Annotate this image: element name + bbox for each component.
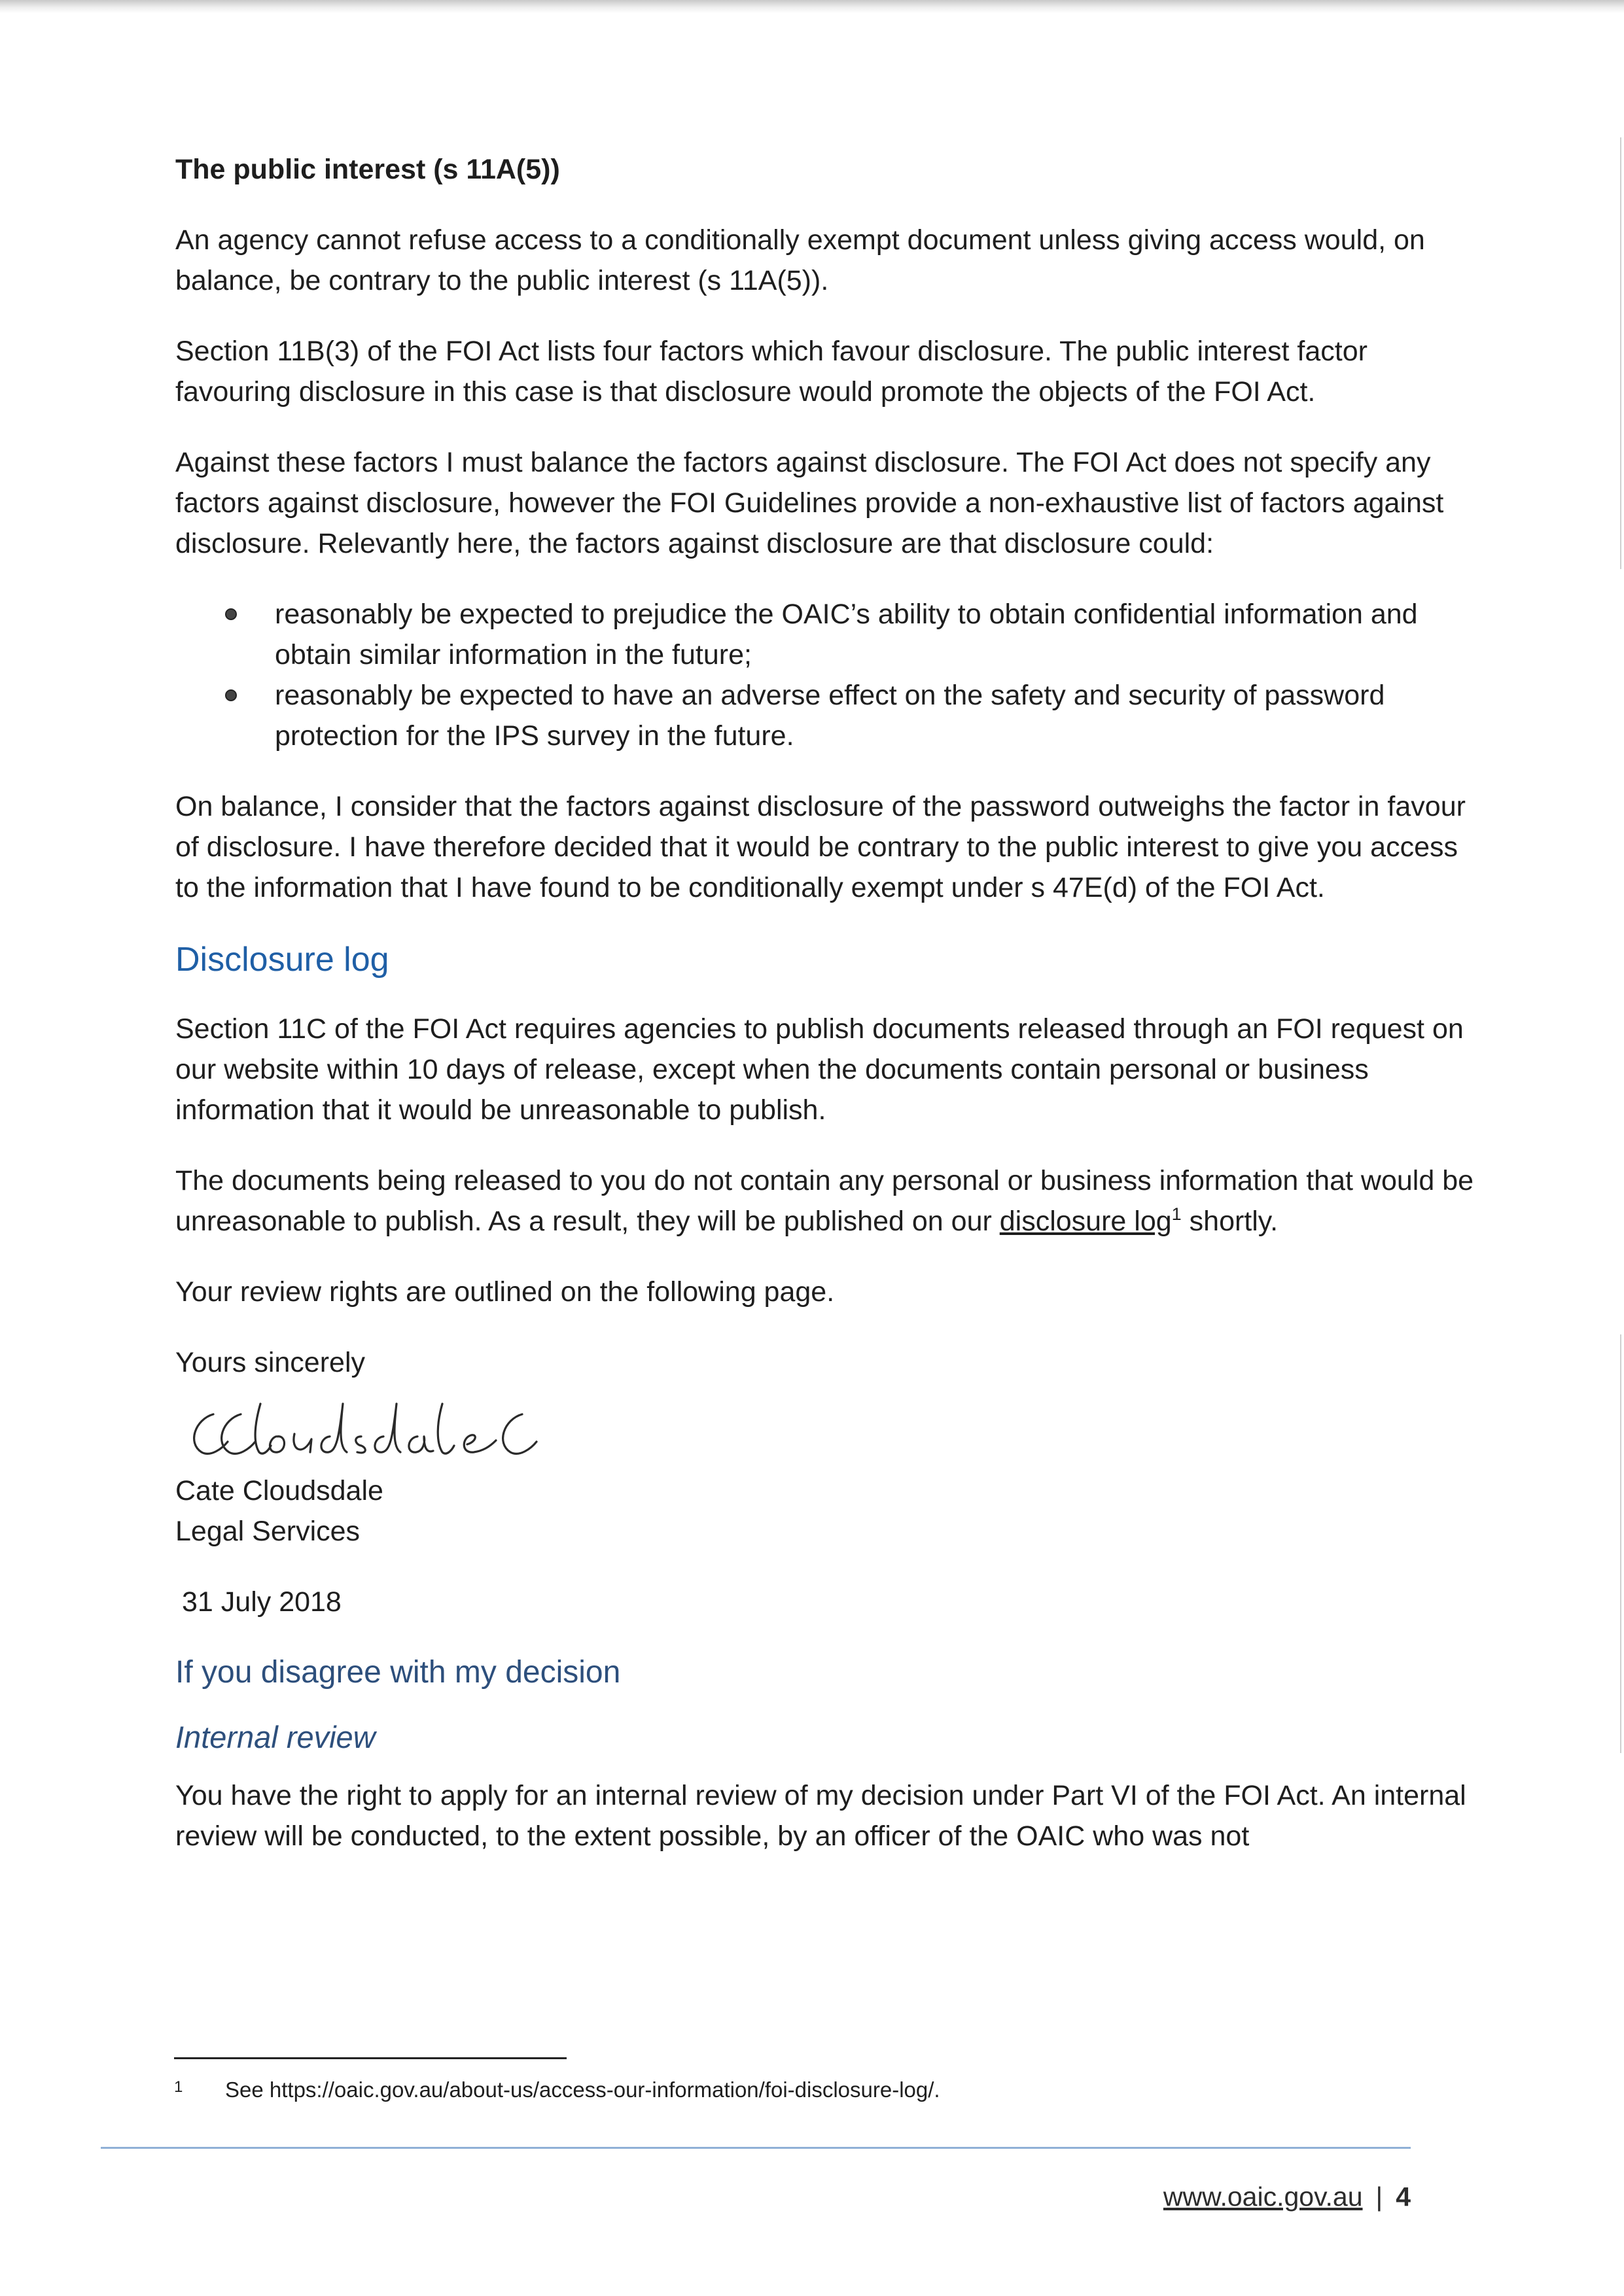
- footer-separator: |: [1375, 2182, 1383, 2212]
- paragraph: Section 11B(3) of the FOI Act lists four factors which favour disclosure. The public interest factor favouring disclosure in this case is that disclosure would promote the objects of the FOI Act.: [175, 336, 1368, 408]
- closing-salutation: Yours sincerely: [175, 1347, 365, 1378]
- paragraph-text: The documents being released to you do not contain any personal or business information that would be unreasonable to publish. As a result, they will be published on our: [175, 1165, 1474, 1237]
- paragraph: You have the right to apply for an internal review of my decision under Part VI of the FOI Act. An internal review will be conducted, to the extent possible, by an officer of the OAIC who was not: [175, 1780, 1466, 1852]
- paragraph: Against these factors I must balance the factors against disclosure. The FOI Act does not specify any factors against disclosure, however the FOI Guidelines provide a non-exhaustive list of factors against disclosure. Relevantly here, the factors against disclosure are that disclosure could:: [175, 447, 1444, 559]
- bullet-icon: [225, 608, 237, 620]
- paragraph: An agency cannot refuse access to a conditionally exempt document unless giving access would, on balance, be contrary to the public interest (s 11A(5)).: [175, 224, 1425, 296]
- letter-body: [175, 149, 1481, 1856]
- handwritten-signature: [182, 1388, 1481, 1467]
- subheading-internal-review: Internal review: [175, 1720, 376, 1754]
- footnote: [174, 2072, 940, 2105]
- letter-date: 31 July 2018: [182, 1586, 342, 1618]
- disclosure-log-link[interactable]: disclosure log: [999, 1206, 1172, 1237]
- paragraph: Section 11C of the FOI Act requires agencies to publish documents released through an FOI request on our website within 10 days of release, except when the documents contain personal or business information that it would be unreasonable to publish.: [175, 1013, 1464, 1126]
- footer-divider: [101, 2147, 1411, 2149]
- bullet-icon: [225, 689, 237, 701]
- paragraph-text: shortly.: [1181, 1206, 1279, 1237]
- list-item-text: reasonably be expected to have an adverse effect on the safety and security of password protection for the IPS survey in the future.: [275, 680, 1385, 752]
- page-number: 4: [1396, 2182, 1411, 2212]
- paragraph: Your review rights are outlined on the following page.: [175, 1276, 835, 1308]
- website-link[interactable]: www.oaic.gov.au: [1163, 2182, 1363, 2212]
- paragraph: On balance, I consider that the factors against disclosure of the password outweighs the factor in favour of disclosure. I have therefore decided that it would be contrary to the public interest to give you access to the information that I have found to be conditionally exempt under s 47E(d) of the FOI Act.: [175, 791, 1466, 903]
- list-item-text: reasonably be expected to prejudice the OAIC’s ability to obtain confidential information and obtain similar information in the future;: [275, 599, 1418, 670]
- section-heading-public-interest: The public interest (s 11A(5)): [175, 154, 560, 185]
- factors-against-list: [175, 594, 1481, 756]
- signature-image: [182, 1388, 627, 1467]
- list-item: [175, 675, 1481, 756]
- scan-shadow: [0, 0, 1624, 13]
- scan-edge-mark: [1620, 1334, 1621, 1753]
- footnote-text: See https://oaic.gov.au/about-us/access-our-information/foi-disclosure-log/.: [225, 2078, 940, 2102]
- footnote-separator: [174, 2057, 567, 2059]
- section-heading-disagree: If you disagree with my decision: [175, 1655, 621, 1690]
- signatory-unit: Legal Services: [175, 1516, 361, 1547]
- signatory-name: Cate Cloudsdale: [175, 1475, 383, 1506]
- list-item: [175, 594, 1481, 675]
- footnote-reference: 1: [1171, 1204, 1182, 1224]
- scan-edge-mark: [1620, 137, 1621, 569]
- footnote-number: 1: [174, 2078, 183, 2096]
- section-heading-disclosure-log: Disclosure log: [175, 941, 389, 979]
- page-footer: [1163, 2178, 1411, 2215]
- paragraph: [175, 1160, 1481, 1242]
